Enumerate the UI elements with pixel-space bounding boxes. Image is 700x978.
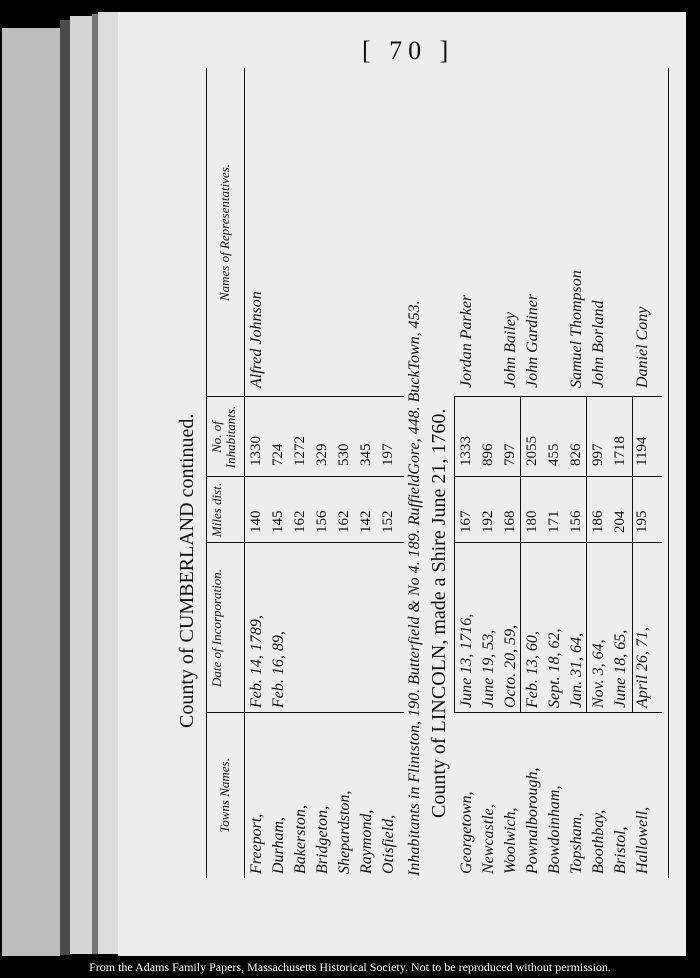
incorporation-date: June 19, 53, <box>480 629 497 708</box>
incorporation-date: Sept. 18, 62, <box>546 628 563 708</box>
incorporation-date: June 18, 65, <box>612 629 629 708</box>
representative-name: Daniel Cony <box>634 306 651 388</box>
town-name: Shepardston, <box>336 790 353 874</box>
miles-distance: 162 <box>336 510 352 533</box>
header-towns: Towns Names. <box>217 758 232 833</box>
inhabitants-note: Inhabitants in Flintston, 190. Butterfield & No 4. 189. RuffieldGore, 448. BuckTown, 453. <box>406 300 423 876</box>
town-name: Topsham, <box>568 812 585 874</box>
leaf-edge <box>60 20 70 955</box>
miles-distance: 168 <box>502 510 518 533</box>
rule-line <box>668 68 669 878</box>
inhabitants-count: 197 <box>380 443 396 466</box>
incorporation-date: Nov. 3, 64, <box>590 639 607 708</box>
miles-distance: 142 <box>358 510 374 533</box>
miles-distance: 192 <box>480 510 496 533</box>
miles-distance: 152 <box>380 510 396 533</box>
representative-name: Alfred Johnson <box>248 291 265 388</box>
miles-distance: 162 <box>292 510 308 533</box>
rule-line <box>454 397 455 713</box>
representative-name: John Bailey <box>502 312 519 388</box>
leaf-edge <box>2 28 60 958</box>
inhabitants-count: 345 <box>358 443 374 466</box>
column-divider <box>454 396 662 397</box>
incorporation-date: April 26, 71, <box>634 627 651 708</box>
column-divider <box>206 542 404 543</box>
column-divider <box>206 712 404 713</box>
town-name: Bowdoinham, <box>546 785 563 874</box>
inhabitants-count: 797 <box>502 443 518 466</box>
inhabitants-count: 2055 <box>524 436 540 466</box>
miles-distance: 156 <box>314 510 330 533</box>
inhabitants-count: 455 <box>546 443 562 466</box>
rule-line <box>206 68 207 878</box>
rule-line <box>244 68 245 878</box>
incorporation-date: Octo. 20, 59, <box>502 624 519 708</box>
header-date: Date of Incorporation. <box>209 568 224 688</box>
inhabitants-count: 826 <box>568 443 584 466</box>
town-name: Pownalborough, <box>524 767 541 874</box>
column-divider <box>454 712 662 713</box>
incorporation-date: Feb. 13, 60, <box>524 631 541 708</box>
representative-name: John Gardiner <box>524 293 541 388</box>
miles-distance: 195 <box>634 510 650 533</box>
town-name: Otisfield, <box>380 814 397 874</box>
town-name: Georgetown, <box>458 791 475 874</box>
town-name: Woolwich, <box>502 807 519 874</box>
inhabitants-count: 896 <box>480 443 496 466</box>
miles-distance: 171 <box>546 510 562 533</box>
page-number: [ 70 ] <box>362 36 455 65</box>
town-name: Freeport, <box>248 813 265 874</box>
leaf-edge <box>98 12 118 954</box>
inhabitants-count: 997 <box>590 443 606 466</box>
inhabitants-count: 1272 <box>292 436 308 466</box>
town-name: Newcastle, <box>480 804 497 874</box>
town-name: Hallowell, <box>634 806 651 874</box>
inhabitants-count: 1194 <box>634 436 650 466</box>
miles-distance: 167 <box>458 510 474 533</box>
header-miles: Miles dist. <box>209 482 224 538</box>
town-name: Bakerston, <box>292 805 309 874</box>
town-name: Bristol, <box>612 826 629 874</box>
miles-distance: 180 <box>524 510 540 533</box>
inhabitants-count: 530 <box>336 443 352 466</box>
miles-distance: 204 <box>612 510 628 533</box>
copyright-footer: From the Adams Family Papers, Massachusetts Historical Society. Not to be reproduced without permission. <box>0 956 700 978</box>
town-name: Boothbay, <box>590 809 607 874</box>
lincoln-title: County of LINCOLN, made a Shire June 21, 1760. <box>428 408 450 818</box>
inhabitants-count: 1330 <box>248 436 264 466</box>
rotated-table-area <box>172 68 672 878</box>
miles-distance: 145 <box>270 510 286 533</box>
inhabitants-count: 1333 <box>458 436 474 466</box>
representative-name: Jordan Parker <box>458 294 475 388</box>
miles-distance: 186 <box>590 510 606 533</box>
incorporation-date: Jan. 31, 64, <box>568 632 585 708</box>
header-representatives: Names of Representatives. <box>217 163 232 302</box>
leaf-edge <box>70 16 92 954</box>
cumberland-title: County of CUMBERLAND continued. <box>176 413 198 728</box>
miles-distance: 140 <box>248 510 264 533</box>
town-name: Durham, <box>270 816 287 874</box>
incorporation-date: Feb. 14, 1789, <box>248 615 265 708</box>
inhabitants-count: 724 <box>270 443 286 466</box>
column-divider <box>454 542 662 543</box>
representative-name: John Borland <box>590 300 607 388</box>
inhabitants-count: 1718 <box>612 436 628 466</box>
representative-name: Samuel Thompson <box>568 270 585 388</box>
miles-distance: 156 <box>568 510 584 533</box>
rule-line <box>520 397 521 713</box>
rule-line <box>586 397 587 713</box>
column-divider <box>206 396 404 397</box>
incorporation-date: June 13, 1716, <box>458 613 475 708</box>
town-name: Raymond, <box>358 809 375 874</box>
column-divider <box>206 476 404 477</box>
rule-line <box>632 397 633 713</box>
header-inhabitants: No. of Inhabitants. <box>209 405 238 469</box>
town-name: Bridgeton, <box>314 806 331 874</box>
incorporation-date: Feb. 16, 89, <box>270 631 287 708</box>
inhabitants-count: 329 <box>314 443 330 466</box>
column-divider <box>454 476 662 477</box>
